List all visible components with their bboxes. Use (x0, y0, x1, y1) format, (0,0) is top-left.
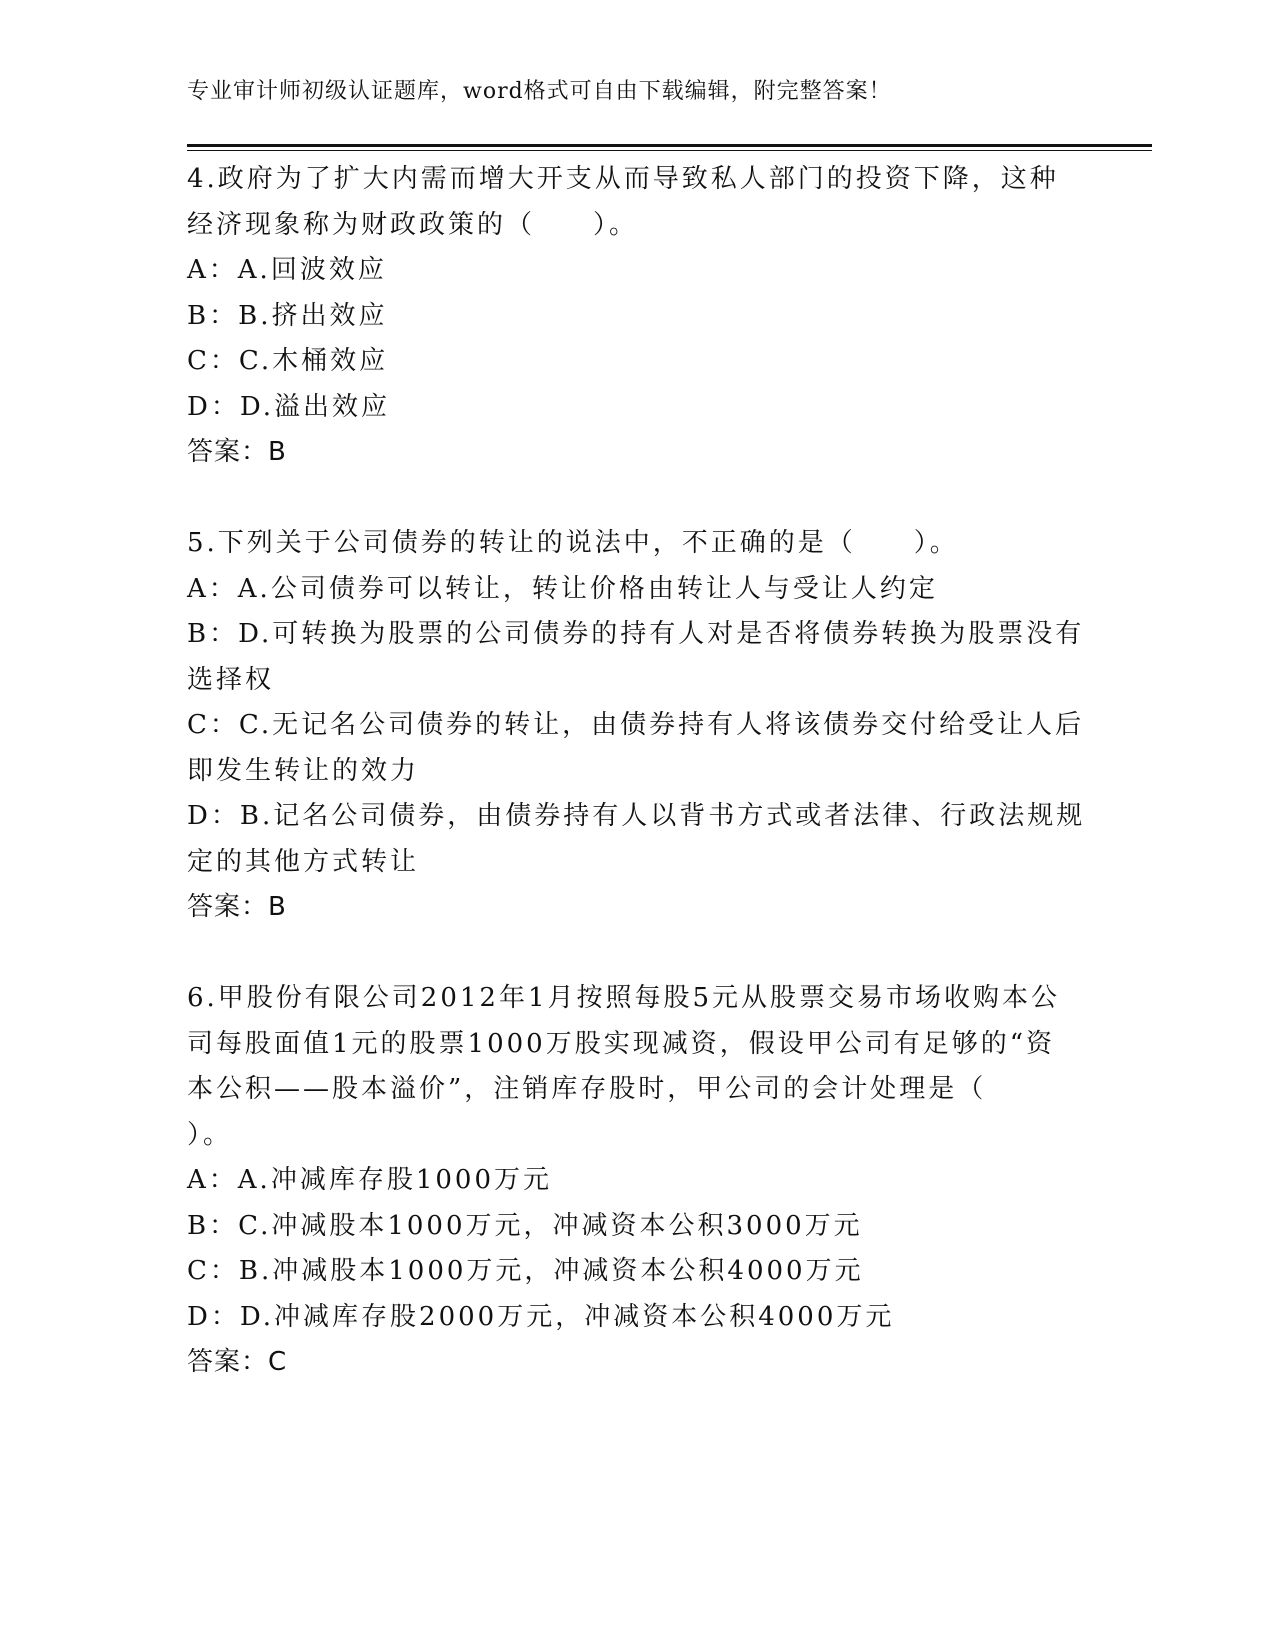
header-divider (187, 144, 1152, 151)
question-stem-line: 6.甲股份有限公司2012年1月按照每股5元从股票交易市场收购本公 (187, 983, 1061, 1013)
option-d: D：D.冲减库存股2000万元，冲减资本公积4000万元 (187, 1301, 895, 1332)
option-c: C：B.冲减股本1000万元，冲减资本公积4000万元 (187, 1256, 864, 1286)
option-c: C：C.木桶效应 (187, 346, 389, 376)
question-5 (187, 521, 1086, 931)
option-d: D：B.记名公司债券，由债券持有人以背书方式或者法律、行政法规规 (187, 801, 1086, 831)
answer: 答案：B (187, 892, 287, 922)
answer: 答案：B (187, 437, 287, 467)
option-d: D：D.溢出效应 (187, 391, 391, 422)
question-stem-line: 经济现象称为财政政策的（ ）。 (187, 209, 639, 240)
option-d-continued: 定的其他方式转让 (187, 846, 420, 877)
question-list (187, 157, 1086, 1386)
option-a: A：A.公司债券可以转让，转让价格由转让人与受让人约定 (187, 573, 938, 604)
option-c: C：C.无记名公司债券的转让，由债券持有人将该债券交付给受让人后 (187, 710, 1085, 740)
question-6 (187, 976, 1077, 1386)
option-b-continued: 选择权 (187, 664, 275, 695)
spacer (187, 931, 1077, 977)
option-b: B：C.冲减股本1000万元，冲减资本公积3000万元 (187, 1210, 863, 1241)
question-stem-line: 5.下列关于公司债券的转让的说法中，不正确的是（ ）。 (187, 528, 959, 558)
option-a: A：A.回波效应 (187, 255, 387, 285)
question-stem-line: 4.政府为了扩大内需而增大开支从而导致私人部门的投资下降，这种 (187, 164, 1059, 194)
spacer (187, 476, 1077, 522)
option-a: A：A.冲减库存股1000万元 (187, 1165, 552, 1195)
question-stem-line: 本公积——股本溢价”，注销库存股时，甲公司的会计处理是（ (187, 1074, 987, 1104)
option-c-continued: 即发生转让的效力 (187, 755, 420, 786)
question-stem-line: ）。 (187, 1119, 233, 1150)
question-stem-line: 司每股面值1元的股票1000万股实现减资，假设甲公司有足够的“资 (187, 1028, 1056, 1059)
option-b: B：B.挤出效应 (187, 300, 388, 331)
question-4 (187, 157, 1077, 476)
option-b: B：D.可转换为股票的公司债券的持有人对是否将债券转换为股票没有 (187, 619, 1085, 649)
page-header: 专业审计师初级认证题库，word格式可自由下载编辑，附完整答案！ (187, 79, 892, 104)
answer: 答案：C (187, 1347, 288, 1377)
